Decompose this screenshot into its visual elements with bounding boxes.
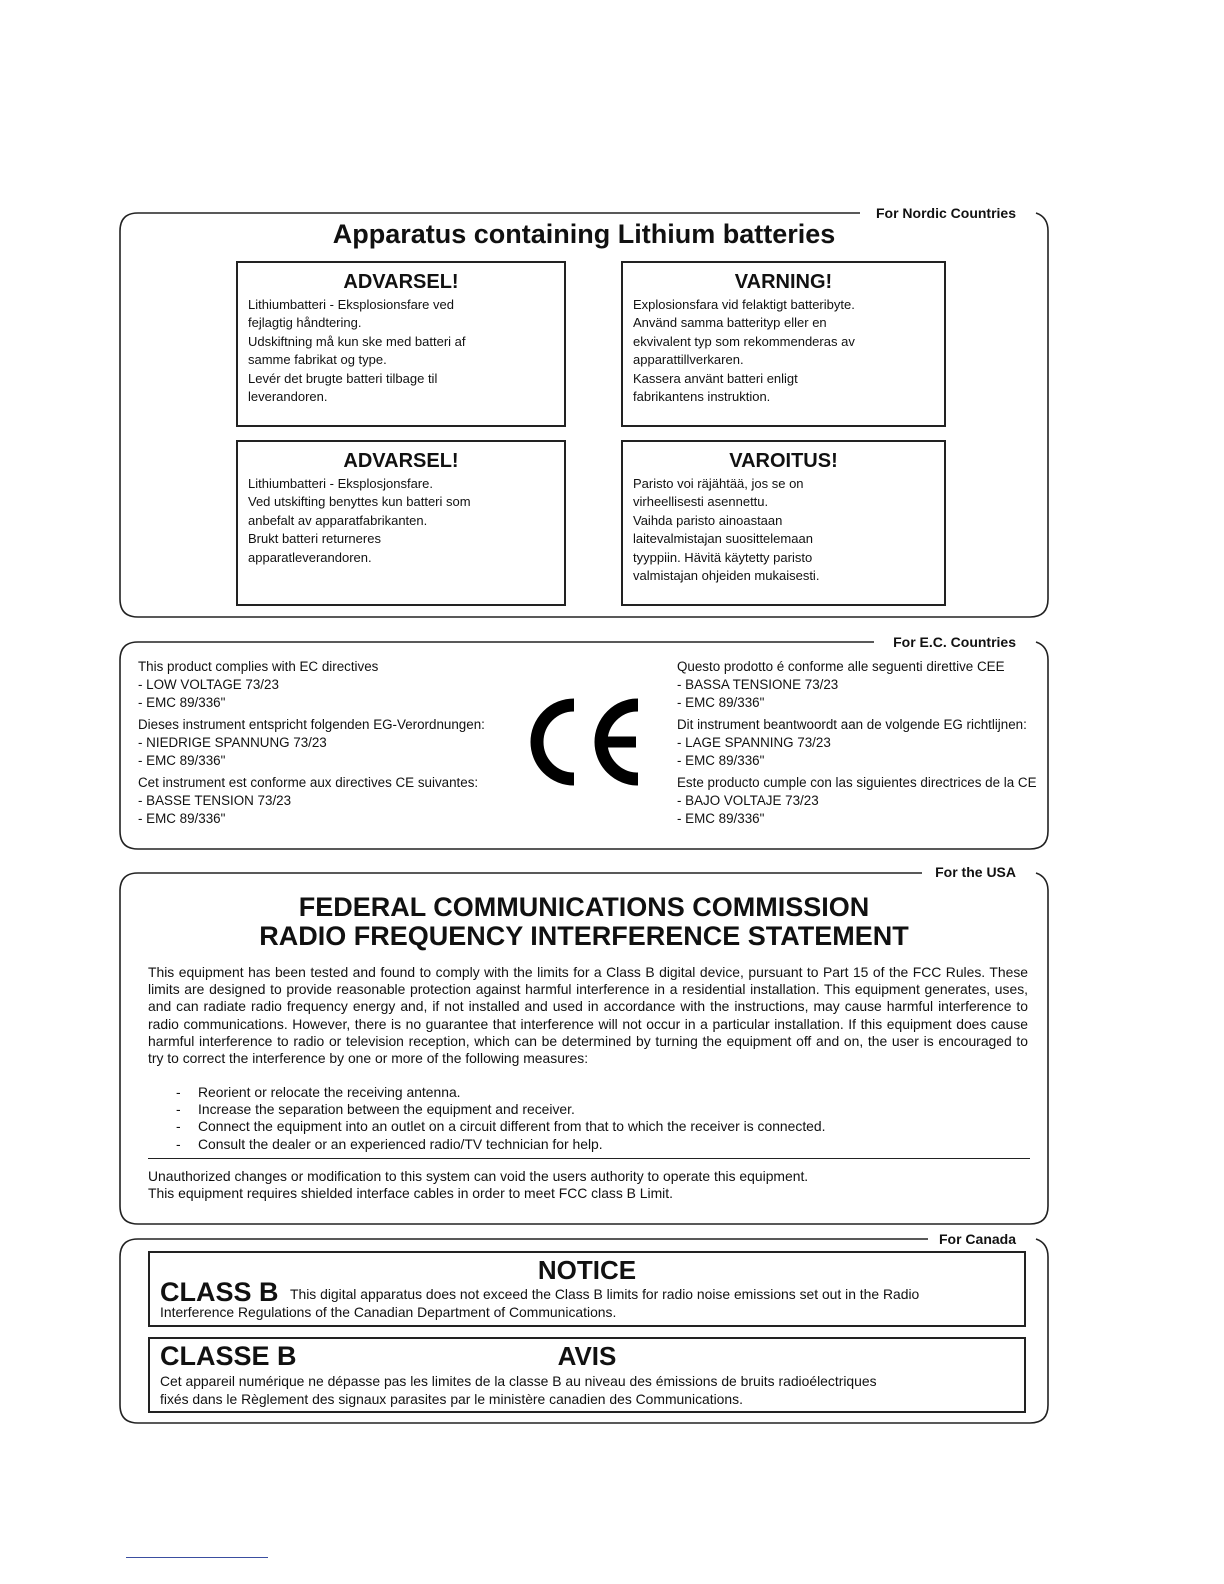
- fcc-section-tag: For the USA: [931, 864, 1020, 880]
- warning-line: Lithiumbatteri - Eksplosionsfare ved: [248, 297, 454, 312]
- fcc-section: [118, 862, 1050, 1226]
- danish-warning-title: ADVARSEL!: [343, 271, 459, 293]
- ec-line: - EMC 89/336": [677, 753, 765, 768]
- lithium-batteries-title: Apparatus containing Lithium batteries: [332, 219, 836, 249]
- list-item: [176, 1101, 826, 1118]
- ec-line: - BAJO VOLTAJE 73/23: [677, 793, 819, 808]
- warning-line: Vaihda paristo ainoastaan: [633, 512, 783, 528]
- ec-line: This product complies with EC directives: [138, 659, 379, 674]
- ec-line: - LAGE SPANNING 73/23: [677, 735, 831, 750]
- ec-section: [118, 633, 1050, 851]
- ec-line: Dieses instrument entspricht folgenden EG-Verordnungen:: [138, 717, 485, 732]
- notice-line: Interference Regulations of the Canadian Department of Communications.: [160, 1304, 617, 1320]
- fcc-footer: [148, 1168, 808, 1202]
- classe-b-label: CLASSE B: [160, 1341, 297, 1371]
- swedish-warning-title: VARNING!: [734, 271, 833, 293]
- list-dash: -: [176, 1118, 181, 1135]
- ec-line: - EMC 89/336": [677, 695, 765, 710]
- ec-declarations-left: [138, 658, 485, 832]
- warning-line: leverandoren.: [248, 389, 328, 405]
- warning-line: Ved utskifting benyttes kun batteri som: [248, 494, 471, 510]
- ec-line: - BASSA TENSIONE 73/23: [677, 677, 839, 692]
- warning-line: Paristo voi räjähtää, jos se on: [633, 476, 804, 491]
- measure-text: Connect the equipment into an outlet on a circuit different from that to which the receiver is connected.: [198, 1118, 826, 1135]
- warning-line: apparattillverkaren.: [633, 352, 744, 368]
- fcc-footer-line: This equipment requires shielded interface cables in order to meet FCC class B Limit.: [148, 1185, 673, 1202]
- nordic-section: [118, 203, 1050, 619]
- fcc-measures-list: [176, 1084, 826, 1153]
- warning-line: laitevalmistajan suosittelemaan: [633, 531, 813, 547]
- fcc-title: FEDERAL COMMUNICATIONS COMMISSION: [298, 892, 870, 922]
- ec-line: - NIEDRIGE SPANNUNG 73/23: [138, 735, 327, 750]
- list-item: [176, 1136, 826, 1153]
- list-dash: -: [176, 1135, 181, 1152]
- ec-line: - EMC 89/336": [138, 753, 226, 768]
- notice-title: NOTICE: [537, 1255, 637, 1285]
- warning-line: ekvivalent typ som rekommenderas av: [633, 333, 855, 349]
- class-b-label: CLASS B: [160, 1277, 279, 1307]
- warning-line: fejlagtig håndtering.: [248, 315, 362, 331]
- ec-declarations-right: [677, 658, 1037, 832]
- warning-line: Lithiumbatteri - Eksplosjonsfare.: [248, 476, 433, 491]
- swedish-warning-box: [621, 261, 946, 427]
- ce-mark-icon: [518, 695, 646, 789]
- notice-line-text: This digital apparatus does not exceed the Class B limits for radio noise emissions set out in the Radio: [290, 1286, 920, 1302]
- list-item: [176, 1084, 826, 1101]
- ec-declaration-french: [138, 774, 485, 828]
- measure-text: Reorient or relocate the receiving antenna.: [198, 1084, 461, 1100]
- canada-avis-box: [148, 1337, 1026, 1413]
- notice-line: [160, 1285, 1022, 1303]
- ec-declaration-german: [138, 716, 485, 770]
- canada-notice-box: [148, 1251, 1026, 1327]
- avis-body: [160, 1372, 1022, 1408]
- ec-line: - EMC 89/336": [138, 811, 226, 826]
- danish-warning-box: [236, 261, 566, 427]
- warning-line: virheellisesti asennettu.: [633, 494, 769, 510]
- warning-line: Explosionsfara vid felaktigt batteribyte.: [633, 297, 855, 312]
- list-item: [176, 1118, 826, 1135]
- fcc-statement-paragraph: This equipment has been tested and found to comply with the limits for a Class B digital device, pursuant to Part 15 of the FCC Rules. These limits are designed to provide reasonable protection against harmful interference in a residential installation. This equipment generates, uses, and can radiate radio frequency energy and, if not installed and used in accordance with the instructions, may cause harmful interference to radio communications. However, there is no guarantee that interference will not occur in a particular installation. If this equipment does cause harmful interference to radio or television reception, which can be determined by turning the equipment off and on, the user is encouraged to try to correct the interference by one or more of the following measures:: [148, 964, 1028, 1067]
- ec-line: Cet instrument est conforme aux directives CE suivantes:: [138, 775, 479, 790]
- warning-line: Levér det brugte batteri tilbage til: [248, 370, 438, 386]
- measure-text: Consult the dealer or an experienced radio/TV technician for help.: [198, 1135, 603, 1152]
- warning-line: Brukt batteri returneres: [248, 531, 381, 547]
- avis-line: Cet appareil numérique ne dépasse pas les limites de la classe B au niveau des émissions de bruits radioélectriques: [160, 1373, 877, 1389]
- warning-line: samme fabrikat og type.: [248, 352, 387, 368]
- warning-line: tyyppiin. Hävitä käytetty paristo: [633, 549, 813, 565]
- nordic-section-tag: For Nordic Countries: [872, 205, 1020, 221]
- ec-line: - LOW VOLTAGE 73/23: [138, 677, 279, 692]
- ec-line: Este producto cumple con las siguientes directrices de la CE: [677, 775, 1037, 790]
- ec-line: - EMC 89/336": [677, 811, 765, 826]
- avis-line: fixés dans le Règlement des signaux parasites par le ministère canadien des Communications.: [160, 1391, 743, 1407]
- finnish-warning-box: [621, 440, 946, 606]
- ec-line: Dit instrument beantwoordt aan de volgende EG richtlijnen:: [677, 717, 1027, 732]
- warning-line: fabrikantens instruktion.: [633, 389, 771, 405]
- warning-line: Kassera använt batteri enligt: [633, 370, 798, 386]
- notice-body: [160, 1285, 1022, 1321]
- ec-declaration-spanish: [677, 774, 1037, 828]
- ec-line: - BASSE TENSION 73/23: [138, 793, 292, 808]
- canada-section: [118, 1229, 1050, 1425]
- warning-line: apparatleverandoren.: [248, 549, 372, 565]
- ec-declaration-english: [138, 658, 485, 712]
- avis-title: AVIS: [557, 1341, 617, 1371]
- warning-line: Udskiftning må kun ske med batteri af: [248, 333, 466, 349]
- warning-line: valmistajan ohjeiden mukaisesti.: [633, 568, 820, 584]
- fcc-divider: [148, 1158, 1030, 1159]
- measure-text: Increase the separation between the equipment and receiver.: [198, 1101, 575, 1118]
- norwegian-warning-box: [236, 440, 566, 606]
- list-dash: -: [176, 1084, 181, 1100]
- ec-declaration-italian: [677, 658, 1037, 712]
- ec-declaration-dutch: [677, 716, 1037, 770]
- canada-section-tag: For Canada: [935, 1231, 1020, 1247]
- ec-line: - EMC 89/336": [138, 695, 226, 710]
- list-dash: -: [176, 1101, 181, 1118]
- warning-line: Använd samma batterityp eller en: [633, 315, 827, 331]
- page-edge-mark: [126, 1557, 268, 1558]
- fcc-subtitle: RADIO FREQUENCY INTERFERENCE STATEMENT: [259, 921, 909, 951]
- warning-line: anbefalt av apparatfabrikanten.: [248, 512, 428, 528]
- ec-section-tag: For E.C. Countries: [889, 634, 1020, 650]
- ec-line: Questo prodotto é conforme alle seguenti direttive CEE: [677, 659, 1005, 674]
- finnish-warning-title: VAROITUS!: [729, 450, 838, 472]
- fcc-footer-line: Unauthorized changes or modification to this system can void the users authority to operate this equipment.: [148, 1168, 809, 1184]
- norwegian-warning-title: ADVARSEL!: [343, 450, 459, 472]
